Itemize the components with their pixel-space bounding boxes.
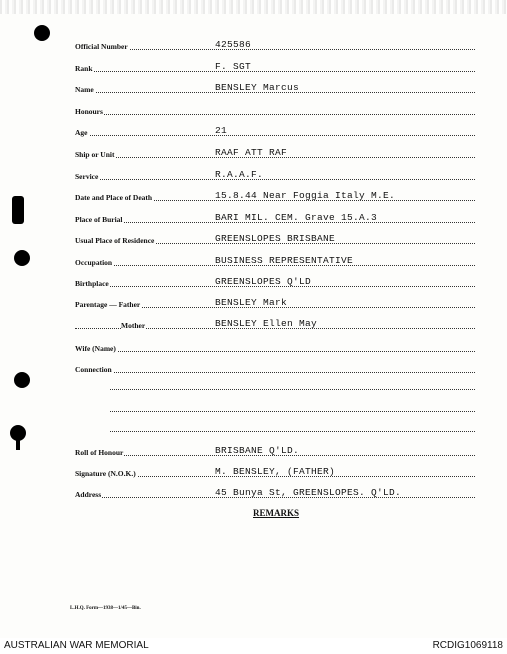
field-value: 21: [215, 125, 228, 136]
punch-hole: [14, 372, 30, 388]
field-label: Birthplace: [75, 279, 109, 288]
field-label: Mother: [121, 321, 146, 330]
card-tab-mark: [12, 196, 24, 224]
field-row: [75, 361, 475, 375]
field-value: BARI MIL. CEM. Grave 15.A.3: [215, 212, 378, 223]
field-value: BENSLEY Marcus: [215, 82, 300, 93]
field-row: [75, 296, 475, 310]
footer-id: RCDIG1069118: [432, 640, 503, 651]
field-row: [75, 486, 475, 500]
dotted-line: [75, 114, 475, 115]
field-label: Signature (N.O.K.): [75, 469, 136, 478]
dotted-line: [75, 372, 475, 373]
field-label: Date and Place of Death: [75, 193, 153, 202]
field-value: R.A.A.F.: [215, 169, 264, 180]
form-code: L.H.Q. Form—1938—1/45—Bin.: [70, 606, 141, 611]
field-value: RAAF ATT RAF: [215, 147, 288, 158]
field-row: [75, 168, 475, 182]
field-row: [75, 38, 475, 52]
punch-hole: [34, 25, 50, 41]
field-row: [75, 232, 475, 246]
punch-hole: [14, 250, 30, 266]
field-row: [75, 317, 475, 331]
field-label: Place of Burial: [75, 215, 123, 224]
dotted-line: [75, 71, 475, 72]
field-value: GREENSLOPES BRISBANE: [215, 233, 336, 244]
dotted-line: [75, 135, 475, 136]
connection-line: [110, 411, 475, 412]
field-row: [75, 124, 475, 138]
field-value: BENSLEY Ellen May: [215, 318, 318, 329]
field-label: Name: [75, 85, 94, 94]
connection-line: [110, 389, 475, 390]
connection-line: [110, 431, 475, 432]
field-row: [75, 275, 475, 289]
field-value: BRISBANE Q'LD.: [215, 445, 300, 456]
dotted-line: [75, 351, 475, 352]
scan-edge: [0, 0, 507, 14]
field-label: Connection: [75, 365, 112, 374]
field-label: Ship or Unit: [75, 150, 115, 159]
field-value: BENSLEY Mark: [215, 297, 288, 308]
field-row: [75, 211, 475, 225]
field-label: Age: [75, 128, 88, 137]
field-label: Occupation: [75, 258, 113, 267]
field-label: Official Number: [75, 42, 128, 51]
remarks-heading: REMARKS: [253, 508, 300, 518]
field-row: [75, 103, 475, 117]
field-label: Usual Place of Residence: [75, 236, 155, 245]
field-row: [75, 81, 475, 95]
field-value: 425586: [215, 39, 252, 50]
field-row: [75, 465, 475, 479]
field-value: 15.8.44 Near Foggia Italy M.E.: [215, 190, 396, 201]
field-value: F. SGT: [215, 61, 252, 72]
field-row: [75, 60, 475, 74]
field-label: Address: [75, 490, 102, 499]
field-value: 45 Bunya St, GREENSLOPES. Q'LD.: [215, 487, 402, 498]
field-row: [75, 146, 475, 160]
footer-source: AUSTRALIAN WAR MEMORIAL: [4, 640, 149, 651]
field-value: M. BENSLEY, (FATHER): [215, 466, 336, 477]
field-value: GREENSLOPES Q'LD: [215, 276, 312, 287]
footer-bar: [0, 638, 507, 654]
field-label: Honours: [75, 107, 103, 116]
field-row: [75, 340, 475, 354]
field-label: Service: [75, 172, 99, 181]
dotted-line: [75, 179, 475, 180]
field-label: Roll of Honour: [75, 448, 124, 457]
field-row: [75, 254, 475, 268]
field-value: BUSINESS REPRESENTATIVE: [215, 255, 354, 266]
field-row: [75, 189, 475, 203]
field-label: Wife (Name): [75, 344, 116, 353]
field-label: Parentage — Father: [75, 300, 141, 309]
field-row: [75, 444, 475, 458]
card-tab-mark: [16, 436, 20, 450]
field-label: Rank: [75, 64, 93, 73]
dotted-line: [75, 49, 475, 50]
